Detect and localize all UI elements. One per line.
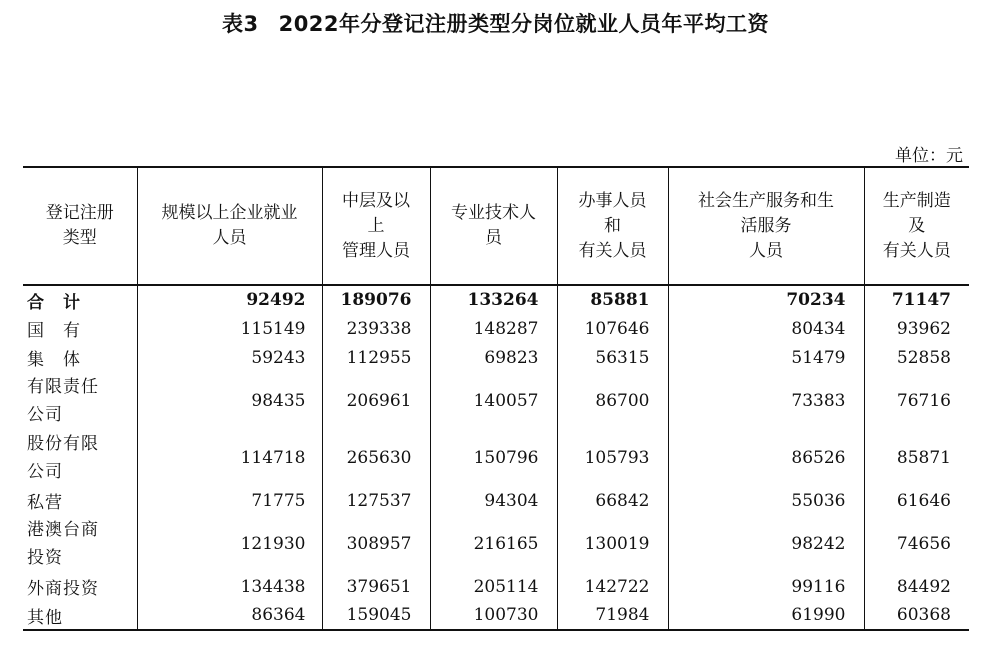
table-cell: 86700 — [557, 372, 668, 429]
table-cell: 70234 — [668, 285, 864, 314]
row-label: 国 有 — [27, 321, 81, 341]
table-row-state-owned — [23, 314, 969, 343]
table-row-limited-liability — [23, 372, 969, 429]
document-title — [0, 8, 991, 38]
table-number: 表3 — [221, 12, 259, 36]
table-cell: 189076 — [322, 285, 430, 314]
unit-label: 单位：元 — [895, 146, 963, 166]
table-cell: 56315 — [557, 343, 668, 372]
table-cell: 127537 — [322, 486, 430, 515]
table-cell: 60368 — [864, 601, 969, 630]
table-cell: 159045 — [322, 601, 430, 630]
table-cell: 76716 — [864, 372, 969, 429]
table-cell: 105793 — [557, 429, 668, 486]
table-cell: 216165 — [430, 515, 557, 572]
table-cell: 98435 — [137, 372, 322, 429]
table-cell: 55036 — [668, 486, 864, 515]
table-cell: 80434 — [668, 314, 864, 343]
row-label: 外商投资 — [27, 579, 99, 599]
table-cell: 107646 — [557, 314, 668, 343]
table-title-text: 2022年分登记注册类型分岗位就业人员年平均工资 — [278, 12, 770, 36]
wage-table — [23, 166, 969, 631]
table-cell: 112955 — [322, 343, 430, 372]
table-cell: 206961 — [322, 372, 430, 429]
table-cell: 308957 — [322, 515, 430, 572]
table-cell: 100730 — [430, 601, 557, 630]
table-cell: 265630 — [322, 429, 430, 486]
table-cell: 239338 — [322, 314, 430, 343]
table-cell: 121930 — [137, 515, 322, 572]
table-cell: 74656 — [864, 515, 969, 572]
row-label: 港澳台商 投资 — [27, 519, 99, 568]
table-cell: 84492 — [864, 572, 969, 601]
table-cell: 134438 — [137, 572, 322, 601]
table-cell: 130019 — [557, 515, 668, 572]
table-cell: 61646 — [864, 486, 969, 515]
table-row-foreign — [23, 572, 969, 601]
table-cell: 71984 — [557, 601, 668, 630]
table-cell: 73383 — [668, 372, 864, 429]
row-label: 私营 — [27, 493, 63, 513]
table-cell: 71147 — [864, 285, 969, 314]
table-row-collective — [23, 343, 969, 372]
table-body — [23, 285, 969, 630]
table-cell: 92492 — [137, 285, 322, 314]
header-registration-type: 登记注册 类型 — [23, 167, 137, 285]
table-cell: 51479 — [668, 343, 864, 372]
table-row-total — [23, 285, 969, 314]
table-cell: 66842 — [557, 486, 668, 515]
table-cell: 52858 — [864, 343, 969, 372]
table-cell: 114718 — [137, 429, 322, 486]
table-cell: 205114 — [430, 572, 557, 601]
header-manufacturing: 生产制造 及 有关人员 — [864, 167, 969, 285]
table-cell: 93962 — [864, 314, 969, 343]
row-label: 合 计 — [27, 292, 81, 313]
header-middle-senior-managers: 中层及以 上 管理人员 — [322, 167, 430, 285]
row-label: 集 体 — [27, 350, 81, 370]
header-row — [23, 167, 969, 285]
table-row-private — [23, 486, 969, 515]
table-cell: 99116 — [668, 572, 864, 601]
table-cell: 148287 — [430, 314, 557, 343]
table-cell: 98242 — [668, 515, 864, 572]
table-cell: 85881 — [557, 285, 668, 314]
table-cell: 379651 — [322, 572, 430, 601]
table-cell: 86364 — [137, 601, 322, 630]
table-cell: 86526 — [668, 429, 864, 486]
table-cell: 140057 — [430, 372, 557, 429]
table-cell: 115149 — [137, 314, 322, 343]
row-label: 其他 — [23, 601, 137, 630]
table-cell: 71775 — [137, 486, 322, 515]
table-cell: 85871 — [864, 429, 969, 486]
table-cell: 133264 — [430, 285, 557, 314]
table-row-hk-macao-taiwan — [23, 515, 969, 572]
table-cell: 69823 — [430, 343, 557, 372]
table-cell: 59243 — [137, 343, 322, 372]
table-row-joint-stock — [23, 429, 969, 486]
header-clerical-staff: 办事人员 和 有关人员 — [557, 167, 668, 285]
row-label: 股份有限 公司 — [27, 433, 99, 482]
table-row-other — [23, 601, 969, 630]
header-social-services: 社会生产服务和生 活服务 人员 — [668, 167, 864, 285]
table-cell: 61990 — [668, 601, 864, 630]
table-cell: 94304 — [430, 486, 557, 515]
row-label: 有限责任 公司 — [27, 376, 99, 425]
table-cell: 142722 — [557, 572, 668, 601]
header-professional-technical: 专业技术人 员 — [430, 167, 557, 285]
table-cell: 150796 — [430, 429, 557, 486]
header-above-scale-employees: 规模以上企业就业 人员 — [137, 167, 322, 285]
